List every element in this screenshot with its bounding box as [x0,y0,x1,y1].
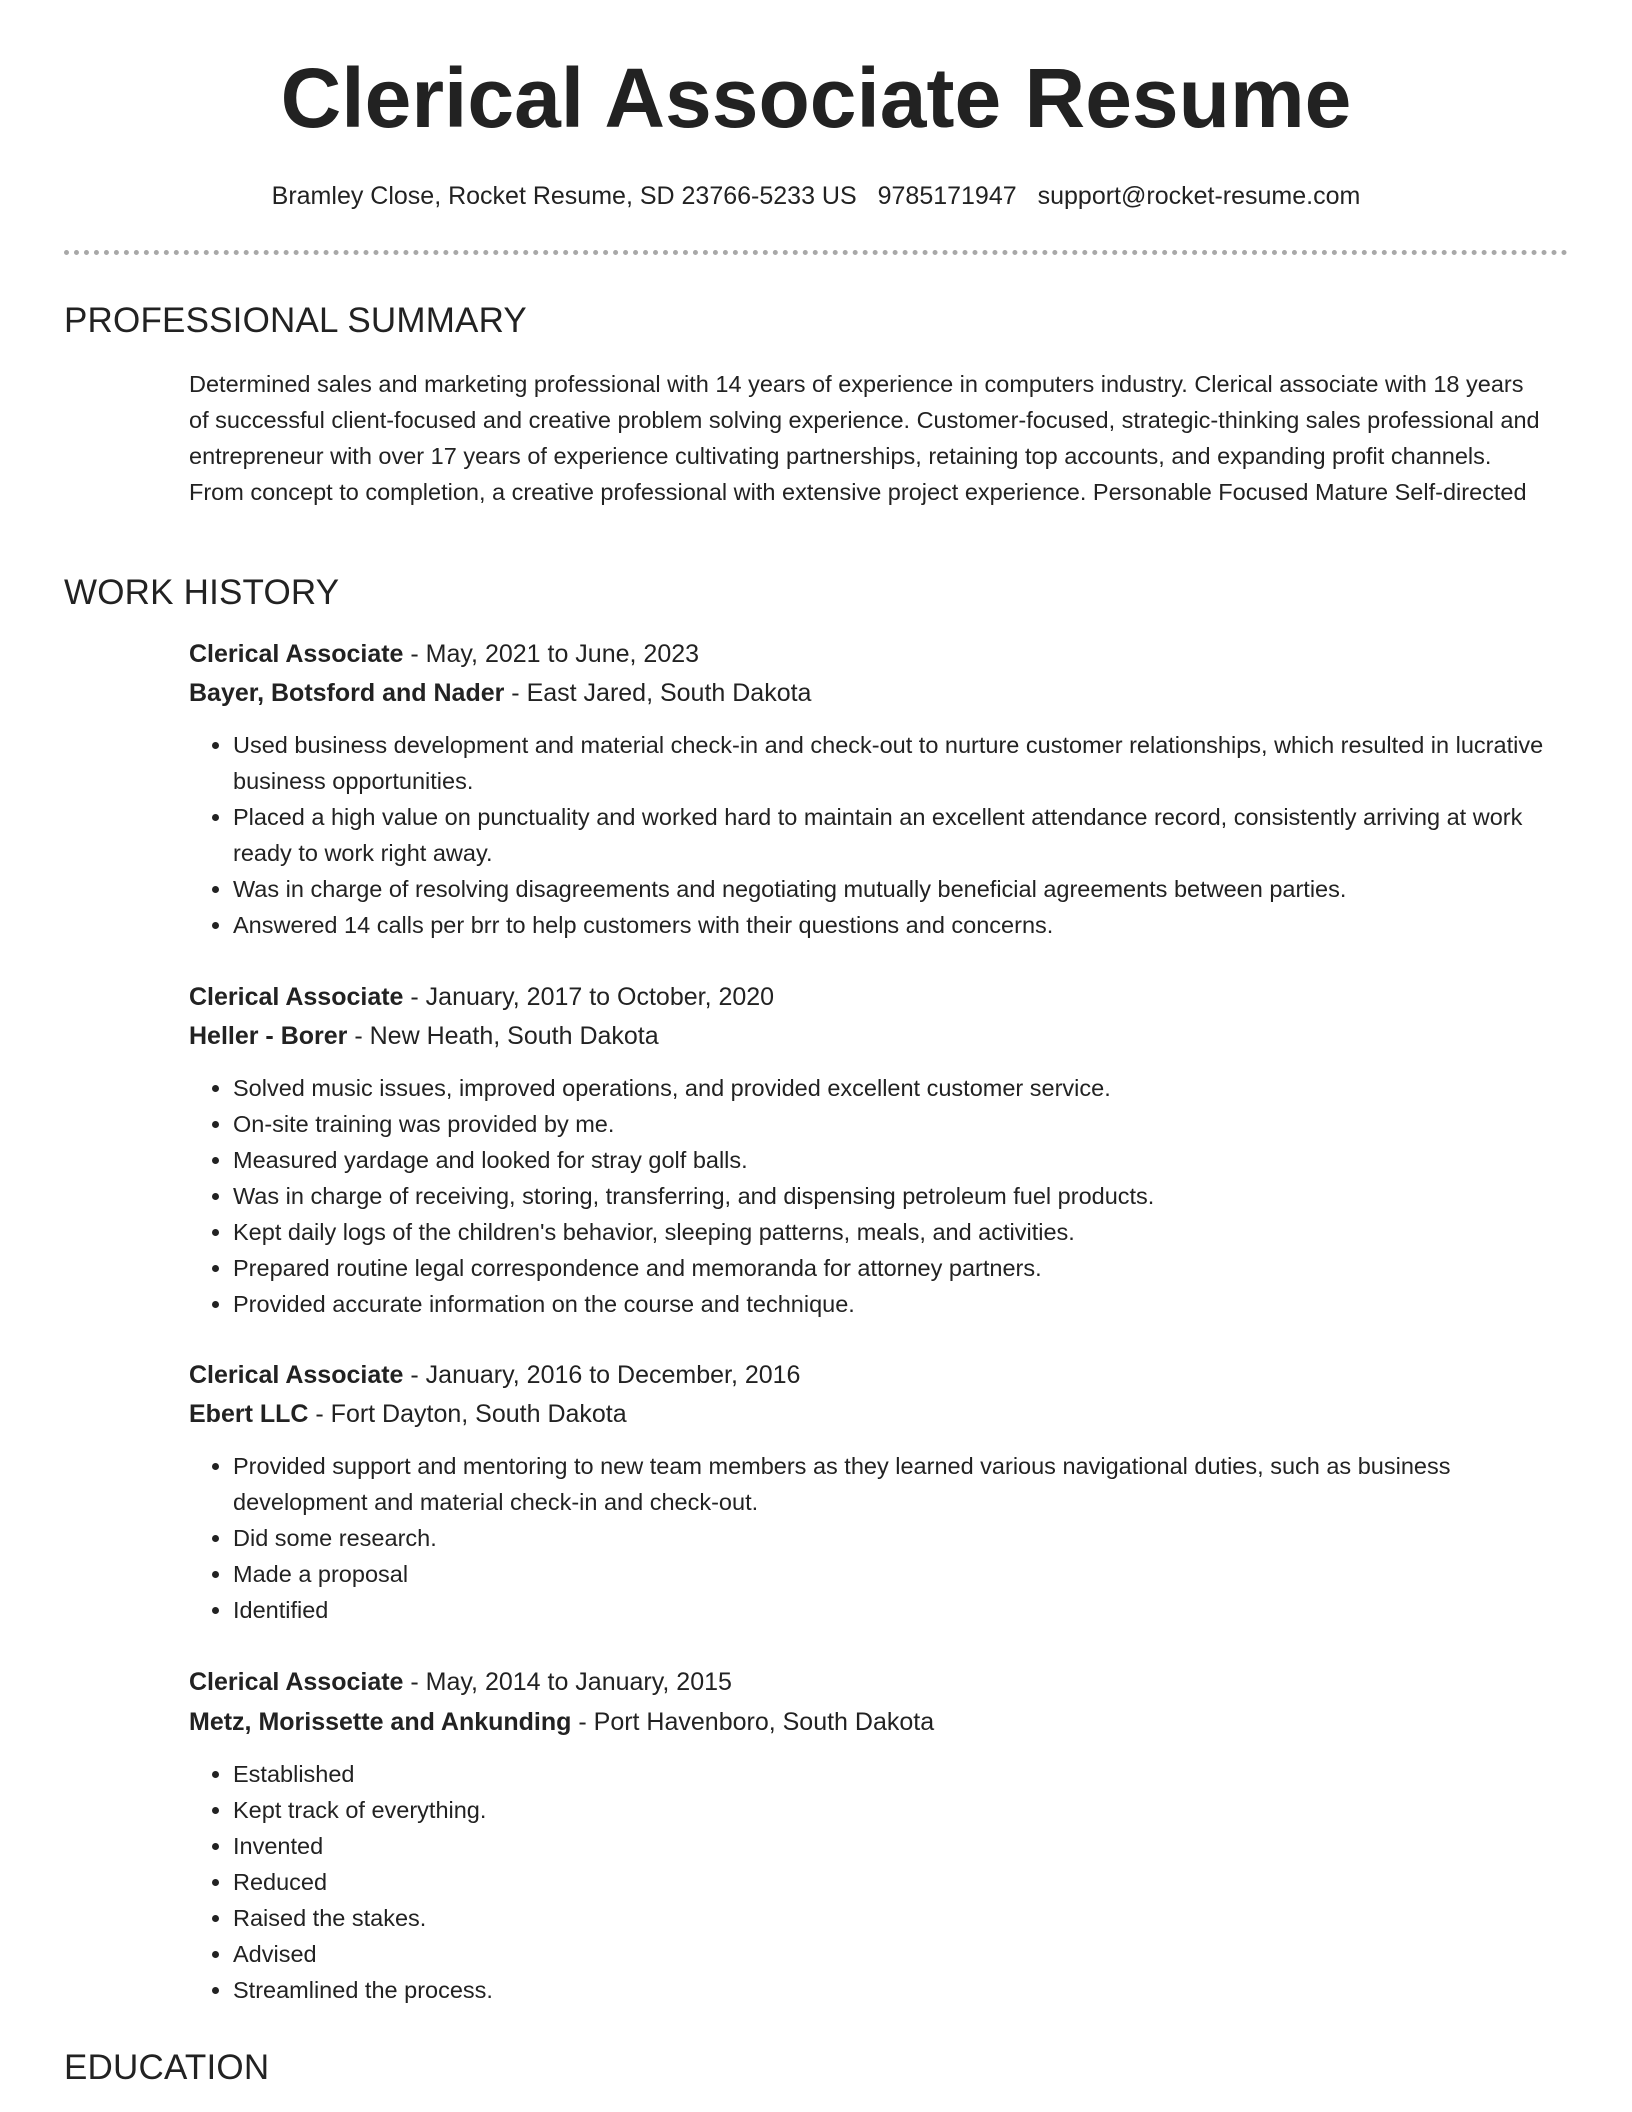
job-duties-list [189,727,1559,943]
job-location: - East Jared, South Dakota [504,679,812,707]
work-history-heading: WORK HISTORY [64,573,340,612]
duty-item: • Solved music issues, improved operations, and provided excellent customer service. [233,1070,1559,1106]
education-heading: EDUCATION [64,2048,270,2087]
job-title-line [189,1360,800,1390]
job-company: Metz, Morissette and Ankunding [189,1708,572,1736]
contact-phone: 9785171947 [877,182,1017,210]
job-dates: - January, 2017 to October, 2020 [403,983,775,1011]
duty-item: • On-site training was provided by me. [233,1106,1559,1142]
job-duties-list [189,1070,1559,1322]
job-title: Clerical Associate [189,983,404,1011]
duty-item: • Streamlined the process. [233,1972,1559,2008]
duty-item: • Kept daily logs of the children's behavior, sleeping patterns, meals, and activities. [233,1214,1559,1250]
job-title: Clerical Associate [189,640,404,668]
job-company-line [189,678,811,708]
job-duties-list [189,1448,1559,1628]
header-divider [64,250,1568,255]
duty-item: • Made a proposal [233,1556,1559,1592]
job-dates: - January, 2016 to December, 2016 [403,1361,801,1389]
contact-line [0,182,1632,211]
job-company-line [189,1399,627,1429]
job-location: - Port Havenboro, South Dakota [571,1708,935,1736]
job-title: Clerical Associate [189,1361,404,1389]
job-location: - New Heath, South Dakota [347,1022,659,1050]
contact-email: support@rocket-resume.com [1037,182,1361,210]
duty-item: • Provided support and mentoring to new team members as they learned various navigational duties, such as business development and material check-in and check-out. [233,1448,1559,1520]
duty-item: • Was in charge of resolving disagreements and negotiating mutually beneficial agreements between parties. [233,871,1559,907]
job-company-line [189,1021,659,1051]
summary-heading: PROFESSIONAL SUMMARY [64,301,527,340]
duty-item: • Measured yardage and looked for stray golf balls. [233,1142,1559,1178]
job-company-line [189,1707,934,1737]
job-dates: - May, 2021 to June, 2023 [403,640,700,668]
duty-item: • Did some research. [233,1520,1559,1556]
duty-item: • Was in charge of receiving, storing, transferring, and dispensing petroleum fuel products. [233,1178,1559,1214]
job-duties-list [189,1756,1559,2008]
duty-item: • Placed a high value on punctuality and worked hard to maintain an excellent attendance record, consistently arriving at work ready to work right away. [233,799,1559,871]
job-title-line [189,1667,732,1697]
job-title-line [189,639,699,669]
job-location: - Fort Dayton, South Dakota [308,1400,627,1428]
duty-item: • Reduced [233,1864,1559,1900]
resume-title: Clerical Associate Resume [280,51,1352,145]
duty-item: • Provided accurate information on the course and technique. [233,1286,1559,1322]
duty-item: • Advised [233,1936,1559,1972]
duty-item: • Prepared routine legal correspondence and memoranda for attorney partners. [233,1250,1559,1286]
job-title: Clerical Associate [189,1668,404,1696]
duty-item: • Raised the stakes. [233,1900,1559,1936]
contact-address: Bramley Close, Rocket Resume, SD 23766-5233 US [271,182,857,210]
job-company: Heller - Borer [189,1022,348,1050]
duty-item: • Identified [233,1592,1559,1628]
job-company: Ebert LLC [189,1400,309,1428]
job-company: Bayer, Botsford and Nader [189,679,505,707]
duty-item: • Used business development and material check-in and check-out to nurture customer relationships, which resulted in lucrative business opportunities. [233,727,1559,799]
duty-item: • Invented [233,1828,1559,1864]
job-title-line [189,982,774,1012]
duty-item: • Kept track of everything. [233,1792,1559,1828]
duty-item: • Answered 14 calls per brr to help customers with their questions and concerns. [233,907,1559,943]
summary-text: Determined sales and marketing professional with 14 years of experience in computers industry. Clerical associate with 18 years of successful client-focused and creative problem solving experience. Customer-focused, strategic-thinking sales professional and entrepreneur with over 17 years of experience cultivating partnerships, retaining top accounts, and expanding profit channels. From concept to completion, a creative professional with extensive project experience. Personable Focused Mature Self-directed [189,371,1540,505]
duty-item: • Established [233,1756,1559,1792]
job-dates: - May, 2014 to January, 2015 [403,1668,732,1696]
